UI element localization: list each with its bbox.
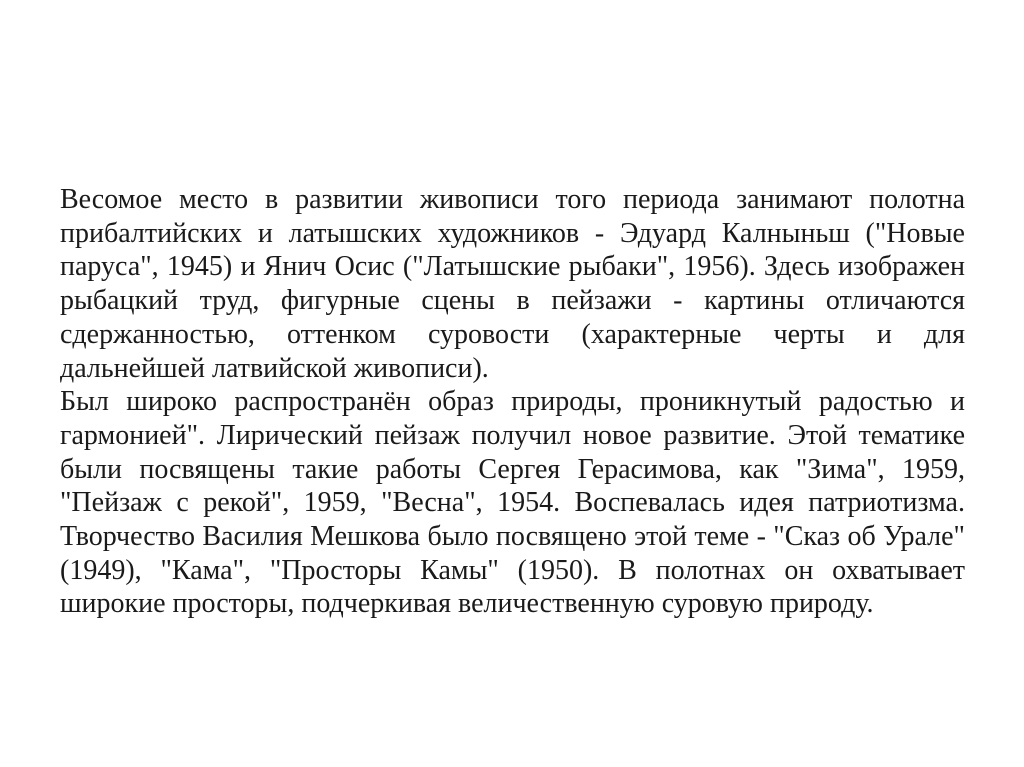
body-text [60,183,965,621]
paragraph-2: Был широко распространён образ природы, проникнутый радостью и гармонией". Лирический пейзаж получил новое развитие. Этой тематике были посвящены такие работы Сергея Герасимова, как "Зима", 1959, "Пейзаж с рекой", 1959, "Весна", 1954. Воспевалась идея патриотизма. Творчество Василия Мешкова было посвящено этой теме - "Сказ об Урале" (1949), "Кама", "Просторы Камы" (1950). В полотнах он охватывает широкие просторы, подчеркивая величественную суровую природу. [60,386,965,620]
paragraph-1: Весомое место в развитии живописи того периода занимают полотна прибалтийских и латышских художников - Эдуард Калныньш ("Новые паруса", 1945) и Янич Осис ("Латышские рыбаки", 1956). Здесь изображен рыбацкий труд, фигурные сцены в пейзажи - картины отличаются сдержанностью, оттенком суровости (характерные черты и для дальнейшей латвийской живописи). [60,184,965,384]
